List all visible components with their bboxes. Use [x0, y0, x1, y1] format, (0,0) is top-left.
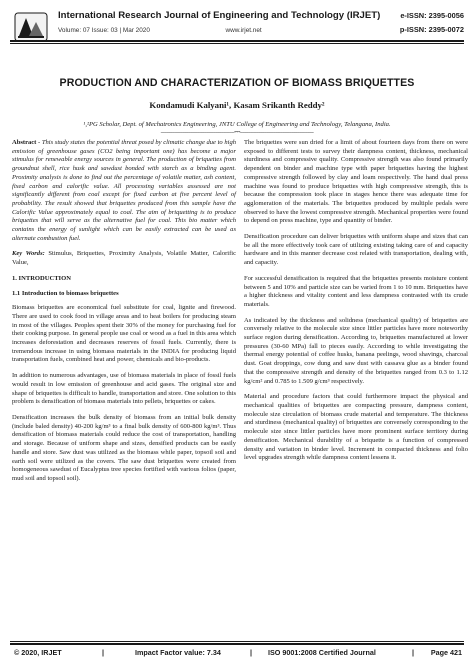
footer-copyright: © 2020, IRJET	[14, 648, 62, 657]
e-issn: e-ISSN: 2395-0056	[400, 11, 464, 20]
section-heading-introduction: 1. INTRODUCTION	[12, 274, 71, 282]
paragraph: Material and procedure factors that could furthermore impact the physical and mechanical qualities of briquettes are compacting pressure, dampness content, molecule size circulation of biomass crude material and temperature. The thickness and sturdiness (mechanical quality) of briquettes are conversely corresponding to the molecule size since littler particles have more prominent surface territory during densification. Mechanical durability of a briquette is a function of compressed density and variation in binder level. Increment in compacted thickness and folio level upgrades strength while dampness content lessens it.	[244, 393, 468, 462]
paragraph: Densification increases the bulk density of biomass from an initial bulk density (include baled density) 40-200 kg/m³ to a final bulk density of 600-800 kg/m³. Thus densification of biomass materials could reduce the cost of transportation, handling and storage. Because of uniform shape and sizes, densified products can be easily handle and store. Saw dust was utilized as the biomass while paper, topsoil soil and earth soil were utilized as the covers. The saw dust briquettes were created from homogeneous sawdust of Eucalyptus tree species fortified with various folios (paper, mud soil and topsoil soil).	[12, 413, 236, 482]
keywords-label: Key Words:	[12, 250, 45, 258]
keywords	[12, 250, 236, 267]
header-divider	[10, 40, 464, 44]
section-separator: ---------------------------------------------------------------------***---------------------------------------------------------------------	[160, 131, 314, 136]
footer-impact-factor: Impact Factor value: 7.34	[135, 648, 221, 657]
author-affiliation: ¹,²PG Scholar, Dept. of Mechatronics Engineering, JNTU College of Engineering and Technology, Telangana, India.	[83, 121, 391, 128]
journal-header	[0, 0, 474, 62]
footer-divider	[10, 641, 464, 645]
footer-separator: |	[250, 648, 253, 657]
issue-info	[58, 27, 262, 34]
footer-separator: |	[412, 648, 415, 657]
paragraph: As indicated by the thickness and solidness (mechanical quality) of briquettes are conversely relative to the molecule size since littler particles have more noteworthy surface region during densification. According to, briquettes manufactured at lower pressures (30-60 MPa) fall to pieces easily. According to while investigating the thermal energy potential of coffee husks, banana peelings, wood shavings, charcoal dust. Goat droppings, cow dung and saw dust with cassava glue as a binder found that the compressive strength and density of the briquettes ranged from 0.3 to 1.12 kg/cm² and 0.785 to 1.509 g/cm³ respectively.	[244, 316, 468, 385]
footer-iso-certification: ISO 9001:2008 Certified Journal	[268, 648, 376, 657]
journal-title: International Research Journal of Engineering and Technology (IRJET)	[58, 10, 381, 21]
paper-title: PRODUCTION AND CHARACTERIZATION OF BIOMASS BRIQUETTES	[59, 77, 415, 89]
issue-volume: Volume: 07 Issue: 03 | Mar 2020	[58, 27, 150, 34]
page-footer	[10, 648, 464, 662]
abstract	[12, 139, 236, 243]
abstract-label: Abstract	[12, 139, 37, 146]
left-column	[12, 139, 236, 491]
right-column	[244, 139, 468, 470]
paragraph: For successful densification is required that the briquettes presents moisture content between 5 and 10% and particle size can be varied from 1 to 10 mm. Briquettes have a higher thickness and vitality content and less dampness contrasted with its crude materials.	[244, 274, 468, 308]
journal-website[interactable]: www.irjet.net	[225, 27, 262, 34]
footer-separator: |	[102, 648, 105, 657]
subsection-heading-biomass-briquettes: 1.1 Introduction to biomass briquettes	[12, 289, 119, 297]
paper-authors: Kondamudi Kalyani¹, Kasam Srikanth Reddy²	[149, 100, 325, 110]
paragraph: In addition to numerous advantages, use of biomass materials in place of fossil fuels would result in low emission of greenhouse and acid gases. The original size and shape of briquettes is difficult to handle, transportation and store. One solution to this problem is densification of biomass materials into pellets, briquettes or cakes.	[12, 372, 236, 406]
abstract-text: - This study states the potential threat posed by climatic change due to high emission of greenhouse gases (CO2 being important one) has become a major stimulus for renewable energy sources in general. The production of briquettes from groundnut shell, rice husk and sawdust bonded with starch as a binding agent. Proximity analysis is done to find out the percentage of volatile matter, ash content, fixed carbon and calorific value. All processing variables assessed are not significantly different from coal except for fixed carbon at five percent level of probability. The result showed that briquettes produced from this sample have the Calorific Value approximately equal to coal. The aim of briquetting is to produce briquettes that will serve as the alternative fuel for coal. This bio matter which contains the energy of sunlight which can be easily extracted can be used as alternate combustion fuel.	[12, 139, 236, 242]
footer-page-number: Page 421	[430, 648, 462, 657]
keywords-text: Stimulus, Briquettes, Proximity Analysis, Volatile Matter, Calorific Value,	[12, 250, 236, 267]
p-issn: p-ISSN: 2395-0072	[399, 25, 464, 34]
paragraph: Biomass briquettes are economical fuel substitute for coal, lignite and firewood. There are used to cook food in village areas and to heat boilers for producing steam in most of the villages. Peoples spent their 30% of the money for purchasing fuel for their cooking purpose. In general people use coal or wood as a fuel in this area which increases deforestation and decreases reserves of fossil fuels. Currently, there is tremendous increase in using biomass materials in the INDIA for producing liquid transportation fuels, combined heat and power, chemicals and bio-products.	[12, 304, 236, 364]
paragraph: Densification procedure can deliver briquettes with uniform shape and sizes that can be all the more effectively took care of utilizing existing taking care of and capacity hardware and in this manner decrease cost related with transportation, dealing with, and capacity.	[244, 233, 468, 267]
paragraph: The briquettes were sun dried for a limit of about fourteen days from there on were exposed to different tests to survey their dampness content, thickness, mechanical sturdiness and compressive quality. Compressive strength was also found primarily dependent on binder and machine type with paper briquettes having the highest compressive strength followed by clay and loam respectively. The hand dual press machine was found to produce briquettes with high compressive strength, this is because the compression took place in stages hence there was adequate time for agglomeration of the materials. The briquettes produced by multiple pedals were observed to have the lowest compressive strength. Mechanical properties were found to depend on press machine, type and quantity of binder.	[244, 139, 468, 225]
irjet-logo-icon	[14, 12, 48, 42]
